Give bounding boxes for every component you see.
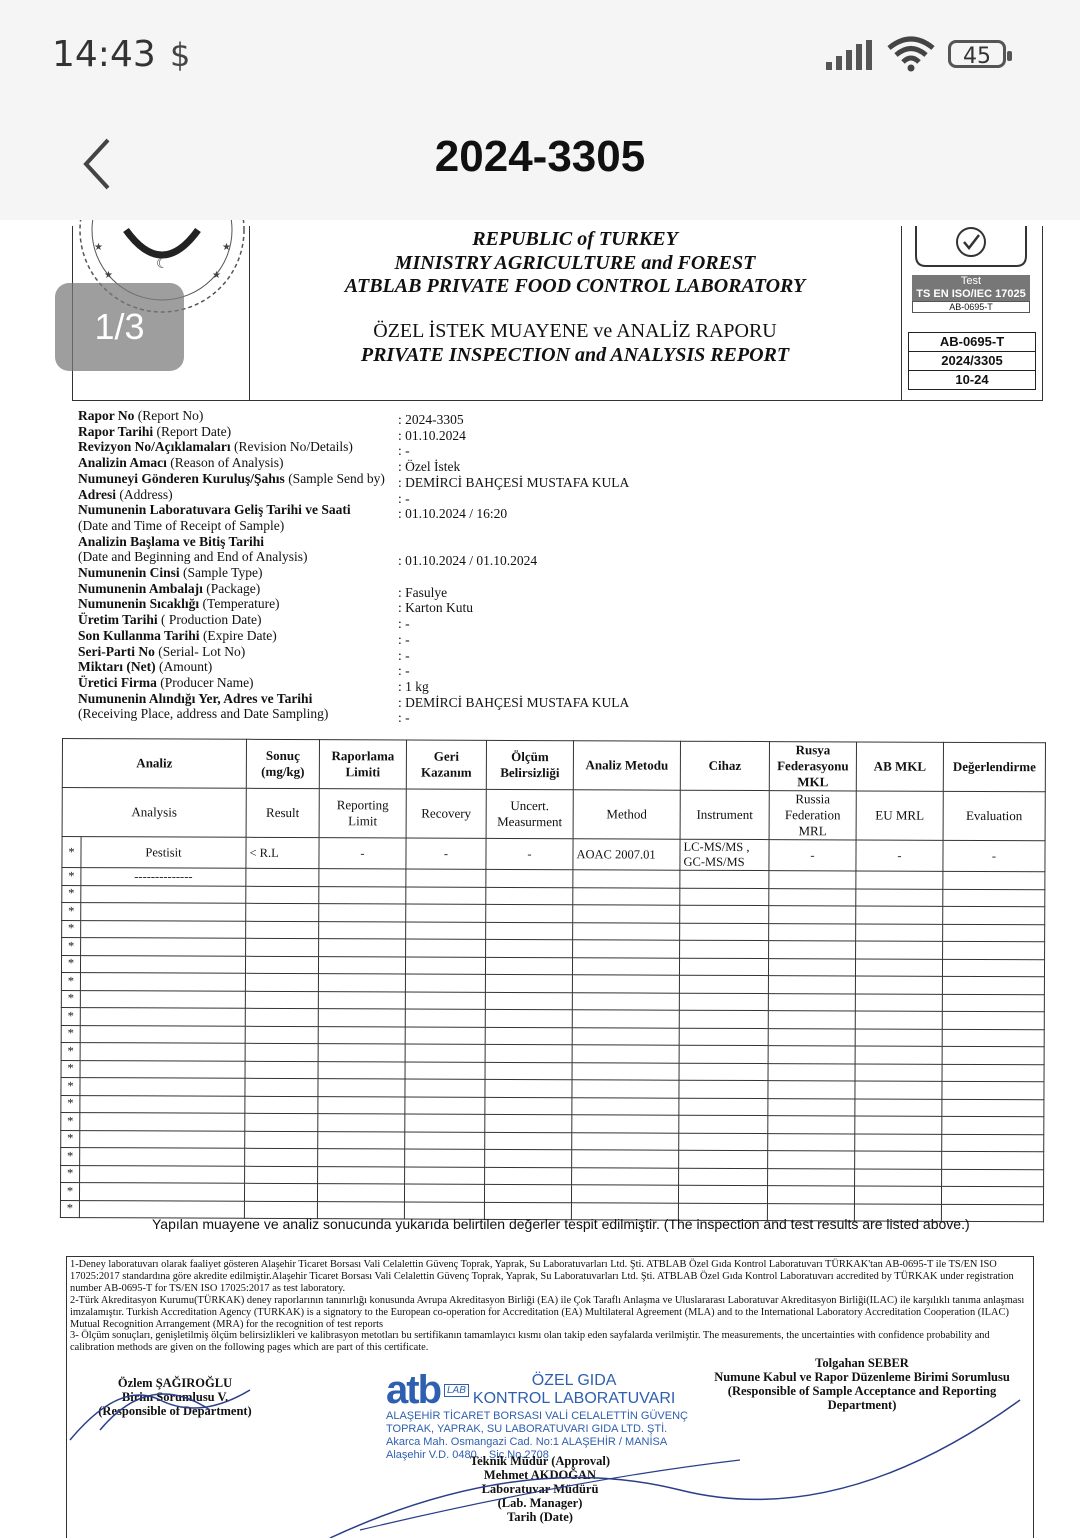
table-header-tr [62, 739, 1045, 792]
info-value [398, 569, 629, 585]
col-header: Cihaz [680, 741, 769, 790]
signer-role-en: (Lab. Manager) [497, 1496, 583, 1510]
letterhead-ministry: MINISTRY AGRICULTURE and FOREST [394, 252, 756, 274]
col-header-en: EU MRL [856, 791, 943, 840]
info-value: : DEMİRCİ BAHÇESİ MUSTAFA KULA [398, 474, 630, 490]
col-header: Analiz [62, 739, 246, 789]
col-header-en: Recovery [406, 789, 486, 838]
info-value: : 1 kg [398, 678, 429, 694]
row-marker: * [61, 955, 80, 973]
wifi-icon [886, 36, 936, 72]
signer-role-en: (Responsible of Department) [98, 1404, 252, 1418]
report-info-labels [78, 408, 385, 722]
row-marker: * [61, 1042, 80, 1060]
battery-icon [948, 40, 1006, 68]
col-header: AB MKL [856, 742, 943, 791]
cell-russia-mrl: - [769, 840, 856, 871]
info-row: Adresi (Address) [78, 486, 173, 502]
row-marker: * [62, 920, 81, 938]
letterhead-divider [249, 226, 250, 400]
info-row: (Receiving Place, address and Date Sampling) [78, 706, 329, 722]
signer-name: Özlem ŞAĞIROĞLU [117, 1376, 233, 1390]
col-header: Rusya Federasyonu MKL [769, 742, 856, 791]
cell-instrument: LC-MS/MS , GC-MS/MS [680, 839, 769, 870]
row-marker: * [61, 972, 80, 990]
svg-text:★: ★ [94, 242, 103, 253]
row-marker: * [61, 1147, 80, 1165]
info-row: Numunenin Laboratuvara Geliş Tarihi ve Saati [78, 502, 351, 518]
cell-limit: - [319, 838, 406, 869]
row-marker: * [62, 868, 81, 886]
cell-eu-mrl: - [856, 840, 943, 871]
info-value: : Karton Kutu [398, 600, 473, 616]
document-viewer[interactable] [0, 220, 1080, 1538]
page-title: 2024-3305 [434, 132, 646, 181]
app-header [0, 110, 1080, 220]
info-row: Numunenin Ambalajı (Package) [78, 580, 261, 596]
row-marker: * [61, 1077, 80, 1095]
info-row: (Date and Time of Receipt of Sample) [78, 517, 285, 533]
info-value: : Özel İstek [398, 459, 461, 475]
info-value [398, 522, 629, 538]
info-row: Analizin Amacı (Reason of Analysis) [78, 455, 284, 471]
signer-role: Teknik Müdür (Approval) [469, 1454, 611, 1468]
col-header-en: Reporting Limit [319, 789, 406, 838]
report-date-code: 10-24 [908, 370, 1036, 390]
info-row: Miktarı (Net) (Amount) [78, 659, 213, 675]
row-marker: * [61, 1025, 80, 1043]
col-header: Analiz Metodu [573, 741, 680, 790]
letterhead-lab: ATBLAB PRIVATE FOOD CONTROL LABORATORY [344, 275, 806, 297]
row-marker: * [61, 1130, 80, 1148]
report-info-values [398, 412, 629, 726]
info-value: : - [398, 710, 410, 726]
currency-notification-icon: $ [170, 36, 191, 74]
col-header-en: Uncert. Measurment [486, 789, 573, 838]
row-marker: * [61, 1095, 80, 1113]
row-marker: * [62, 885, 81, 903]
cell-analysis: -------------- [81, 868, 246, 886]
row-marker: * [62, 938, 81, 956]
page-indicator: 1/3 [55, 283, 184, 371]
row-marker: * [61, 1112, 80, 1130]
info-value: : 2024-3305 [398, 412, 464, 427]
svg-text:★: ★ [222, 242, 231, 253]
row-marker: * [60, 1200, 79, 1218]
cell-uncertainty: - [486, 838, 573, 869]
row-marker: * [62, 903, 81, 921]
signer-name: Mehmet AKDOĞAN [483, 1468, 597, 1482]
cell-recovery: - [406, 838, 486, 869]
row-marker: * [61, 1007, 80, 1025]
lab-logo-tag: LAB [444, 1384, 469, 1397]
stamp-line: Alaşehir V.D. 0480... Sic.No.2708 [386, 1449, 549, 1461]
col-header-en: Result [246, 788, 319, 837]
stamp-line: TOPRAK, YAPRAK, SU LABORATUVARI GIDA LTD. ŞTİ. [386, 1423, 668, 1435]
note-2: 2-Türk Akreditasyon Kurumu(TÜRKAK) deney raporlarının tanınırlığı konusunda Avrupa Akreditasyon Birliği (EA) ile Çok Taraflı Anlaşma ve Uluslararası Laboratuvar Akreditasyon Birliği(ILAC) ile karşılıklı tanıma anlaşması imzalamıştır. Turkish Accreditation Agency (TURKAK) is a signatory to the European co-operation for Accreditation (EA) Multilateral Agreement (MLA) and to the International Laboratory Accreditation Cooperation (ILAC) Mutual Recognition Arrangement (MRA) for the recognition of test reports [70, 1294, 1025, 1330]
accreditation-mark [912, 226, 1030, 316]
cellular-signal-icon [826, 40, 876, 72]
stamp-line: ALAŞEHİR TİCARET BORSASI VALİ CELALETTİN GÜVENÇ [386, 1410, 688, 1422]
info-row: Numunenin Sıcaklığı (Temperature) [78, 596, 280, 612]
col-header-en: Method [573, 790, 680, 839]
info-row: Seri-Parti No (Serial- Lot No) [78, 643, 246, 659]
accreditation-standard: TS EN ISO/IEC 17025 [916, 288, 1026, 300]
col-header: Sonuç (mg/kg) [246, 739, 319, 788]
info-value: : 01.10.2024 [398, 427, 466, 443]
info-row: Üretici Firma (Producer Name) [78, 674, 254, 690]
letterhead-divider [901, 226, 902, 400]
letterhead-country: REPUBLIC of TURKEY [472, 228, 678, 250]
info-value: : - [398, 631, 410, 647]
row-marker: * [61, 1060, 80, 1078]
col-header-en: Instrument [680, 790, 769, 839]
stamp-title: KONTROL LABORATUVARI [472, 1390, 676, 1407]
info-value: : - [398, 616, 410, 632]
row-marker: * [61, 1165, 80, 1183]
info-row: Numuneyi Gönderen Kuruluş/Şahıs (Sample Send by) [78, 470, 385, 486]
info-row: Rapor No (Report No) [78, 408, 204, 423]
signer-role: Numune Kabul ve Rapor Düzenleme Birimi Sorumlusu [714, 1370, 1010, 1384]
row-marker: * [61, 990, 80, 1008]
signer-role: Birim Sorumlusu V. [121, 1390, 229, 1404]
row-marker: * [62, 837, 81, 868]
info-row: (Date and Beginning and End of Analysis) [78, 549, 308, 565]
note-1: 1-Deney laboratuvarı olarak faaliyet gösteren Alaşehir Ticaret Borsası Vali Celalettin Güvenç Toprak, Yaprak, Su Laboratuvarları Ltd. Şti. ATBLAB Özel Gıda Kontrol Laboratuvarı TÜRKAK'tan AB-0695-T ile TS/EN ISO 17025:2017 standardına göre akredite edilmiştir.Alaşehir Ticaret Borsası Vali Celalettin Güvenç Toprak, Yaprak, Su Laboratuvarları Ltd. Şti. ATBLAB Özel Gıda Kontrol Laboratuvarı accredited by TÜRKAK under registration number AB-0695-T for TS/EN ISO 17025:2017 as test laboratory. [70, 1259, 1014, 1294]
table-header-en [62, 788, 1045, 841]
info-value: : 01.10.2024 / 16:20 [398, 506, 508, 522]
date-label: Tarih (Date) [507, 1510, 573, 1524]
status-bar [0, 0, 1080, 110]
info-row: Analizin Başlama ve Bitiş Tarihi [78, 533, 265, 549]
stamp-title: ÖZEL GIDA [531, 1372, 617, 1389]
signer-role: Laboratuvar Müdürü [481, 1482, 599, 1496]
info-value: : DEMİRCİ BAHÇESİ MUSTAFA KULA [398, 694, 630, 710]
svg-text:☾: ☾ [156, 257, 169, 272]
handwritten-signature-left [60, 1360, 260, 1450]
cell-evaluation: - [943, 840, 1045, 871]
signer-role-en: (Responsible of Sample Acceptance and Reporting Department) [727, 1384, 997, 1412]
signer-name: Tolgahan SEBER [815, 1356, 909, 1370]
info-row: Rapor Tarihi (Report Date) [78, 423, 232, 439]
col-header: Ölçüm Belirsizliği [486, 740, 573, 789]
col-header: Raporlama Limiti [319, 740, 406, 789]
report-title-tr: ÖZEL İSTEK MUAYENE ve ANALİZ RAPORU [373, 320, 777, 342]
info-row: Üretim Tarihi ( Production Date) [78, 612, 262, 628]
svg-text:★: ★ [104, 270, 113, 281]
info-row: Numunenin Alındığı Yer, Adres ve Tarihi [78, 690, 313, 706]
row-marker: * [60, 1182, 79, 1200]
accreditation-code-small: AB-0695-T [912, 301, 1030, 313]
info-value: : - [398, 443, 410, 459]
cell-method: AOAC 2007.01 [573, 839, 680, 870]
info-value: : - [398, 647, 410, 663]
table-row [62, 837, 1045, 872]
accreditation-code: AB-0695-T [908, 332, 1036, 352]
checkmark-icon [912, 226, 1030, 270]
col-header-en: Russia Federation MRL [769, 791, 856, 840]
stamp-line: Akarca Mah. Osmangazi Cad. No:1 ALAŞEHİR / MANİSA [386, 1436, 668, 1448]
results-table [60, 738, 1046, 1222]
info-value [398, 538, 629, 554]
info-row: Son Kullanma Tarihi (Expire Date) [78, 627, 277, 643]
battery-level: 45 [963, 44, 991, 69]
svg-text:★: ★ [212, 270, 221, 281]
accreditation-test: Test [960, 275, 982, 287]
report-code: 2024/3305 [908, 351, 1036, 371]
info-value: : 01.10.2024 / 01.10.2024 [398, 553, 538, 569]
results-statement: Yapılan muayene ve analiz sonucunda yukarıda belirtilen değerler tespit edilmiştir. (The inspection and test results are listed above.) [152, 1216, 970, 1232]
info-value: : - [398, 663, 410, 679]
status-time: 14:43 [52, 34, 156, 75]
col-header: Geri Kazanım [406, 740, 486, 789]
col-header-en: Evaluation [943, 791, 1045, 840]
cell-analysis: Pestisit [81, 837, 246, 869]
handwritten-signature-center [320, 1390, 1040, 1538]
note-3: 3- Ölçüm sonuçları, genişletilmiş ölçüm belirsizlikleri ve kalibrasyon metotları bu sertifikanın tamamlayıcı kısmı olan takip eden sayfalarda verilmiştir. The measurements, the uncertainties with confidence probability and calibration methods are given on the following pages which are part of this certificate. [70, 1330, 990, 1354]
atb-logo: atb [386, 1368, 440, 1412]
col-header-en: Analysis [62, 788, 246, 838]
info-row: Numunenin Cinsi (Sample Type) [78, 565, 263, 581]
info-value: : - [398, 490, 410, 506]
cell-result: < R.L [246, 837, 319, 868]
info-row: Revizyon No/Açıklamaları (Revision No/Details) [78, 439, 353, 455]
info-value: : Fasulye [398, 584, 448, 600]
col-header: Değerlendirme [943, 742, 1045, 791]
report-title-en: PRIVATE INSPECTION and ANALYSIS REPORT [360, 344, 790, 366]
